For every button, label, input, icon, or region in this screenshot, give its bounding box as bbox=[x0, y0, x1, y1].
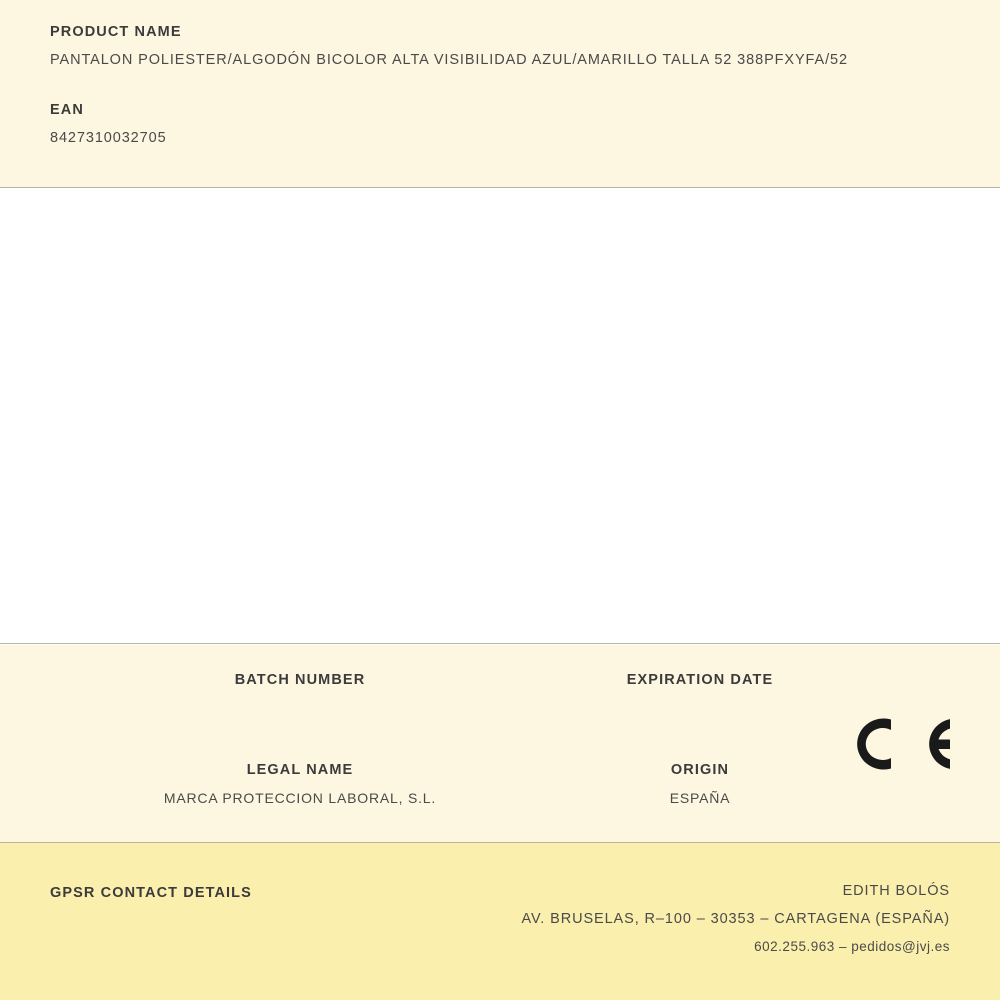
expiration-date-label: EXPIRATION DATE bbox=[626, 672, 774, 688]
contact-name: EDITH BOLÓS bbox=[842, 883, 950, 899]
batch-number-value bbox=[100, 700, 500, 717]
product-name-label: PRODUCT NAME bbox=[50, 24, 182, 40]
contact-phone-email: 602.255.963 – pedidos@jvj.es bbox=[754, 939, 950, 954]
gpsr-contact-details-label: GPSR CONTACT DETAILS bbox=[50, 885, 252, 901]
ean-label: EAN bbox=[50, 102, 84, 118]
origin-label: ORIGIN bbox=[670, 762, 730, 778]
origin-value: ESPAÑA bbox=[669, 790, 731, 806]
product-header-section bbox=[0, 0, 1000, 188]
gpsr-footer-section bbox=[0, 843, 1000, 1000]
product-name-value: PANTALON POLIESTER/ALGODÓN BICOLOR ALTA VISIBILIDAD AZUL/AMARILLO TALLA 52 388PFXYFA/52 bbox=[50, 52, 848, 68]
origin-field bbox=[500, 762, 900, 807]
batch-number-label: BATCH NUMBER bbox=[234, 672, 366, 688]
contact-address: AV. BRUSELAS, R–100 – 30353 – CARTAGENA (ESPAÑA) bbox=[521, 911, 950, 927]
product-details-section bbox=[0, 645, 1000, 843]
expiration-date-value bbox=[500, 700, 900, 717]
legal-name-field bbox=[100, 762, 500, 807]
gpsr-contact-block bbox=[522, 883, 950, 954]
legal-name-label: LEGAL NAME bbox=[246, 762, 354, 778]
ce-mark-icon bbox=[855, 713, 950, 775]
header-spacer bbox=[50, 68, 950, 102]
details-row-bottom bbox=[0, 762, 1000, 807]
product-header-content bbox=[0, 0, 1000, 146]
legal-name-value: MARCA PROTECCION LABORAL, S.L. bbox=[163, 790, 437, 806]
ean-value: 8427310032705 bbox=[50, 130, 167, 146]
expiration-date-field bbox=[500, 672, 900, 717]
product-image-area bbox=[0, 188, 1000, 644]
batch-number-field bbox=[100, 672, 500, 717]
details-row-top bbox=[0, 672, 1000, 717]
